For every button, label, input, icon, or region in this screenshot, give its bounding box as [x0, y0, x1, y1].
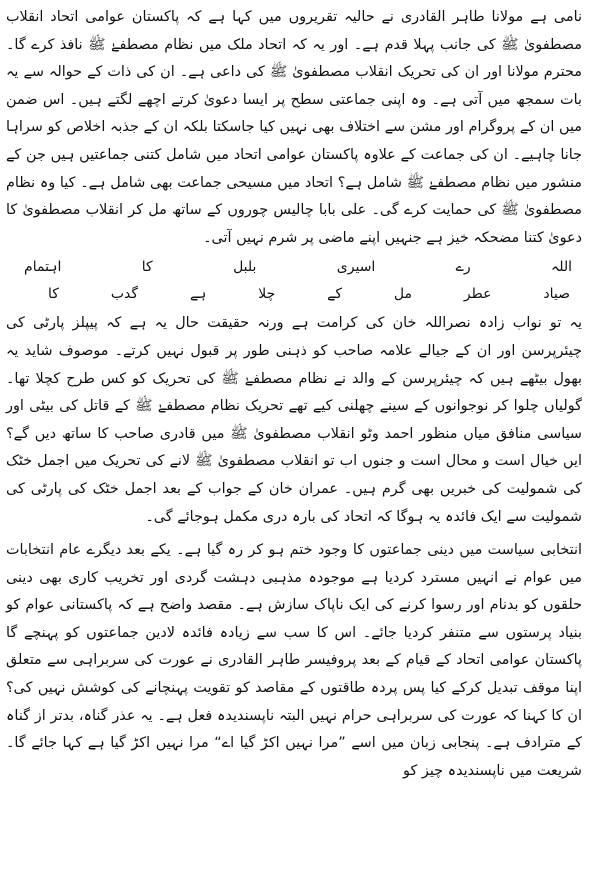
poem-word: ہے — [189, 286, 207, 303]
poem-word: بلبل — [233, 259, 257, 276]
poem-word: کا — [48, 286, 59, 303]
paragraph-3: انتخابی سیاست میں دینی جماعتوں کا وجود ختم ہو کر رہ گیا ہے۔ یکے بعد دیگرے عام انتخابات میں عوام نے انہیں مسترد کردیا ہے موجودہ مذہبی دہشت گردی اور تخریب کاری بھی دینی حلقوں کو بدنام اور رسوا کرنے کی ایک ناپاک سازش ہے۔ مقصد واضح ہے کہ پاکستانی عوام کو بنیاد پرستوں سے متنفر کردیا جائے۔ اس کا سب سے زیادہ فائدہ لادین جماعتوں کو پہنچے گا پاکستان عوامی اتحاد کے قیام کے بعد پروفیسر طاہر القادری نے عورت کی سربراہی سے متعلق اپنا موقف تبدیل کرکے کیا پس پردہ طاقتوں کے مقاصد کو تقویت پہنچانے کی کوشش نہیں کی؟ ان کا کہنا کہ عورت کی سربراہی حرام نہیں البتہ ناپسندیدہ فعل ہے۔ یہ عذر گناہ، بدتر از گناہ کے مترادف ہے۔ پنجابی زبان میں اسے ”مرا نہیں اکڑ گیا اے“ مرا نہیں اکڑ گیا ہے کہا جائے گا۔ شریعت میں ناپسندیدہ چیز کو — [6, 542, 582, 779]
poem-word: صیاد — [543, 286, 570, 303]
poem-word: مل — [393, 286, 413, 303]
poem-word: اللہ — [551, 259, 572, 276]
paragraph-1: نامی ہے مولانا طاہر القادری نے حالیہ تقریروں میں کہا ہے کہ پاکستان عوامی اتحاد انقلاب مصطفویٰ ﷺ کی جانب پہلا قدم ہے۔ اور یہ کہ اتحاد ملک میں نظام مصطفےٰ ﷺ نافذ کرے گا۔ محترم مولانا اور ان کی تحریک انقلاب مصطفویٰ ﷺ کی داعی ہے۔ ان کی ذات کے حوالہ سے یہ بات سمجھ میں آتی ہے۔ وہ اپنی جماعتی سطح پر ایسا دعویٰ کرتے اچھے لگتے ہیں۔ اس ضمن میں ان کے پروگرام اور مشن سے اختلاف بھی نہیں کیا جاسکتا بلکہ ان کے جذبہ اخلاص کو سراہا جانا چاہیے۔ ان کی جماعت کے علاوہ پاکستان عوامی اتحاد میں شامل کتنی جماعتیں ہیں جن کے منشور میں نظام مصطفےٰ ﷺ شامل ہے؟ اتحاد میں مسیحی جماعت بھی شامل ہے۔ کیا وہ نظام مصطفویٰ ﷺ کی حمایت کرے گی۔ علی بابا چالیس چوروں کے ساتھ مل کر انقلاب مصطفویٰ کا دعویٰ کتنا مضحکہ خیز ہے جنہیں اپنے ماضی پر شرم نہیں آتی۔ — [6, 9, 582, 246]
poem-word: کا — [141, 259, 153, 276]
poem-word: رے — [455, 259, 471, 276]
poem-word: اہتمام — [24, 259, 62, 276]
poem-word: کے — [327, 286, 343, 303]
paragraph-2: یہ تو نواب زادہ نصراللہ خان کی کرامت ہے ورنہ حقیقت حال یہ ہے کہ پیپلز پارٹی کی چیئرپرسن اور ان کے جیالے علامہ صاحب کو ذہنی طور پر قبول نہیں کرتے۔ موصوف شاید یہ بھول بیٹھے ہیں کہ چیئرپرسن کے والد نے نظام مصطفےٰ ﷺ کی تحریک کو کس طرح کچلا تھا۔ گولیاں چلوا کر نوجوانوں کے سینے چھلنی کیے تھے تحریک نظام مصطفےٰ ﷺ کے قاتل کی بیٹی اور سیاسی منافق میاں منظور احمد وٹو انقلاب مصطفویٰ ﷺ میں قادری صاحب کا ساتھ دیں گے؟ ایں خیال است و محال است و جنوں اب تو انقلاب مصطفویٰ ﷺ لانے کی تحریک میں اجمل خٹک کی شمولیت کی خبریں بھی گرم ہیں۔ عمران خان کے جواب کے بعد اجمل خٹک کی پارٹی کی شمولیت سے ایک فائدہ یہ ہوگا کہ اتحاد کی بارہ دری مکمل ہوجائے گی۔ — [6, 315, 582, 525]
poem-word: چلا — [258, 286, 276, 303]
poem-couplet — [6, 254, 582, 308]
poem-word: اسیری — [336, 259, 376, 276]
poem-word: گدب — [110, 286, 139, 303]
poem-word: عطر — [463, 286, 492, 303]
poem-line-1 — [6, 254, 582, 281]
poem-line-2 — [6, 281, 582, 308]
